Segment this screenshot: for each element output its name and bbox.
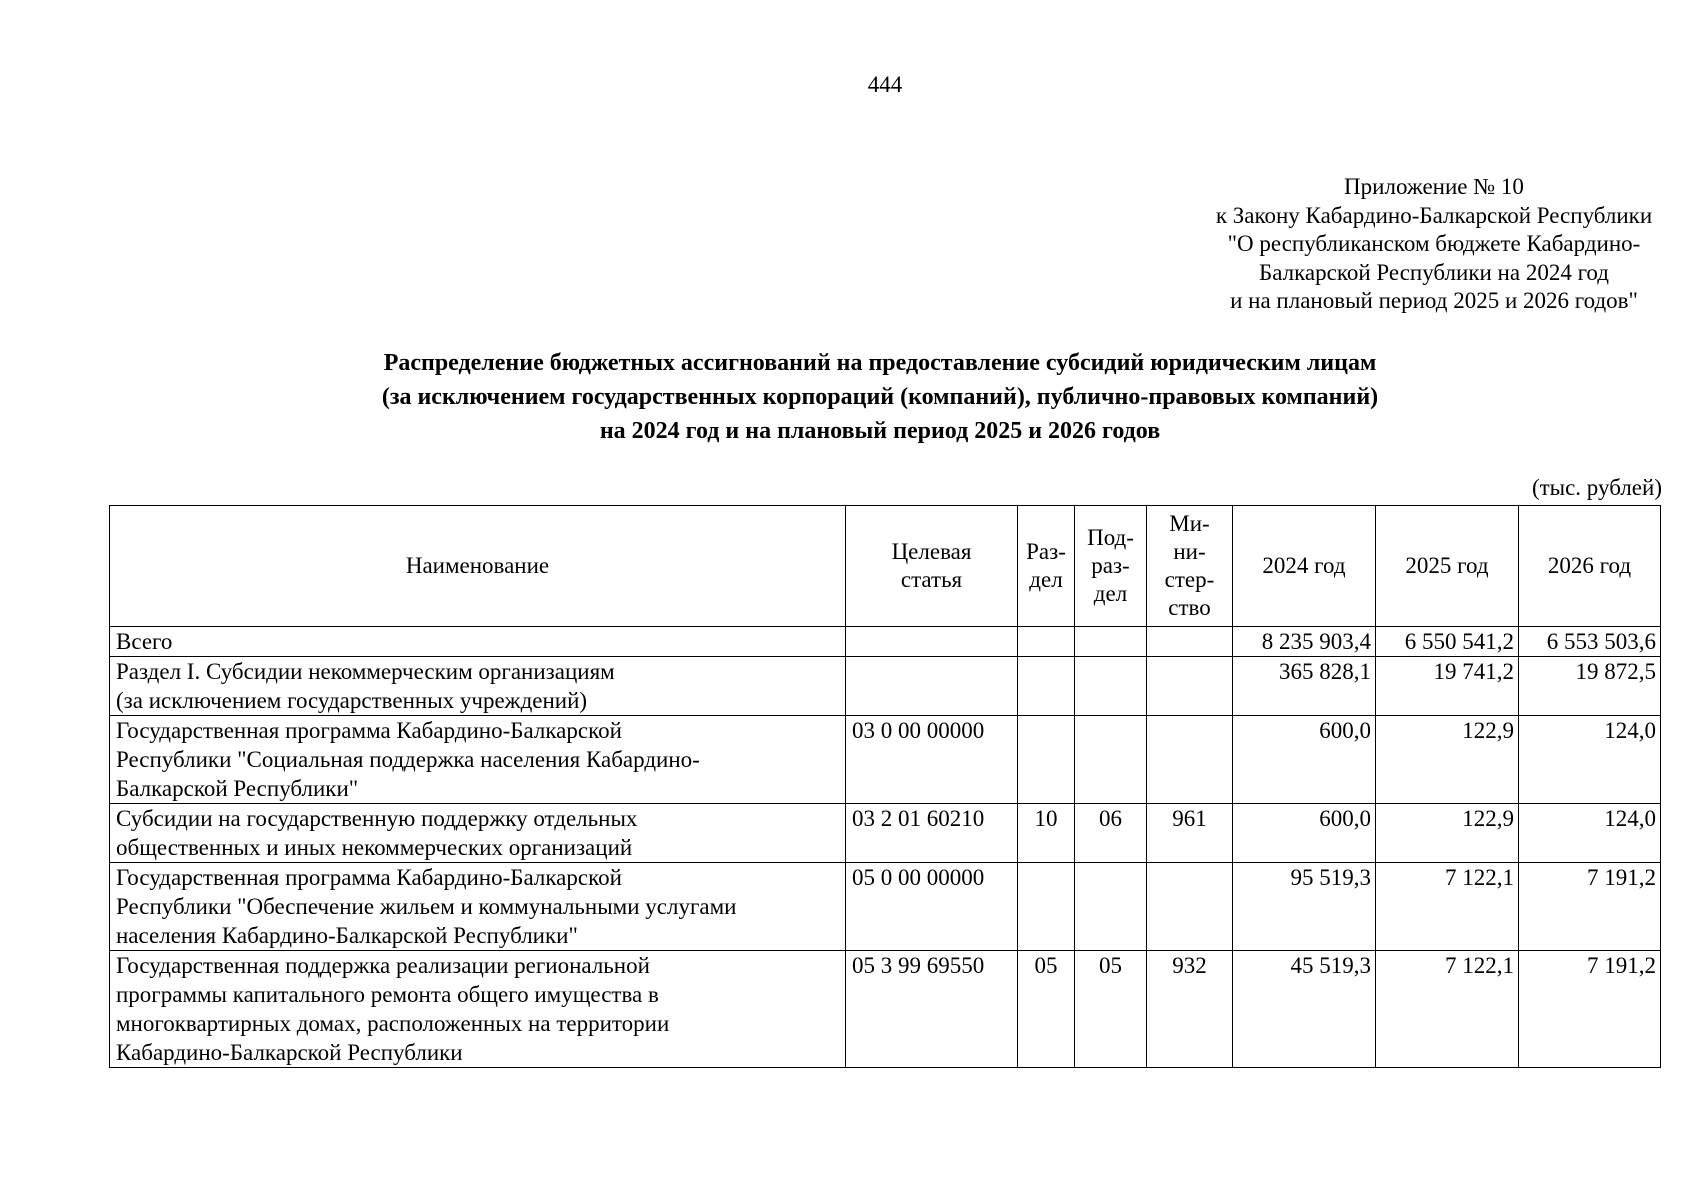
table-row: [110, 951, 1661, 1068]
row-2026-amount: 124,0: [1519, 804, 1661, 863]
row-ministry: 961: [1147, 804, 1233, 863]
budget-table: [109, 505, 1661, 1068]
row-target-article: 05 0 00 00000: [846, 863, 1018, 951]
row-name: Всего: [110, 627, 846, 657]
row-section: [1018, 863, 1075, 951]
row-ministry: [1147, 863, 1233, 951]
appendix-line: Приложение № 10: [1344, 174, 1524, 199]
title-line: (за исключением государственных корпораций (компаний), публично-правовых компаний): [381, 384, 1379, 410]
header-2025: 2025 год: [1376, 506, 1519, 627]
appendix-reference: [1180, 173, 1688, 316]
row-section: [1018, 716, 1075, 804]
header-target-article: Целевая статья: [846, 506, 1018, 627]
table-row: [110, 627, 1661, 657]
header-ministry: Ми- ни- стер- ство: [1147, 506, 1233, 627]
table-row: [110, 716, 1661, 804]
row-section: 05: [1018, 951, 1075, 1068]
row-2026-amount: 19 872,5: [1519, 657, 1661, 716]
row-name: Государственная поддержка реализации региональной программы капитального ремонта общего имущества в многоквартирных домах, расположенных на территории Кабардино-Балкарской Республики: [110, 951, 846, 1068]
row-subsection: [1075, 863, 1147, 951]
header-section: Раз- дел: [1018, 506, 1075, 627]
header-2024: 2024 год: [1233, 506, 1376, 627]
row-section: [1018, 627, 1075, 657]
table-row: [110, 804, 1661, 863]
header-name: Наименование: [110, 506, 846, 627]
row-2025-amount: 7 122,1: [1376, 951, 1519, 1068]
row-2024-amount: 365 828,1: [1233, 657, 1376, 716]
appendix-line: к Закону Кабардино-Балкарской Республики: [1215, 202, 1653, 228]
row-ministry: [1147, 657, 1233, 716]
document-title: [100, 346, 1660, 448]
row-2025-amount: 7 122,1: [1376, 863, 1519, 951]
row-target-article: [846, 657, 1018, 716]
appendix-line: "О республиканском бюджете Кабардино-: [1227, 231, 1641, 256]
row-name: Государственная программа Кабардино-Балкарской Республики "Социальная поддержка населения Кабардино- Балкарской Республики": [110, 716, 846, 804]
row-section: [1018, 657, 1075, 716]
row-2026-amount: 7 191,2: [1519, 863, 1661, 951]
units-note: (тыс. рублей): [1531, 475, 1662, 500]
row-name: Раздел I. Субсидии некоммерческим организациям (за исключением государственных учреждений): [110, 657, 846, 716]
appendix-line: и на плановый период 2025 и 2026 годов": [1230, 288, 1638, 313]
row-target-article: 05 3 99 69550: [846, 951, 1018, 1068]
row-2024-amount: 8 235 903,4: [1233, 627, 1376, 657]
header-2026: 2026 год: [1519, 506, 1661, 627]
row-2024-amount: 95 519,3: [1233, 863, 1376, 951]
title-line: на 2024 год и на плановый период 2025 и 2026 годов: [599, 418, 1161, 444]
table-row: [110, 863, 1661, 951]
row-2026-amount: 7 191,2: [1519, 951, 1661, 1068]
row-ministry: 932: [1147, 951, 1233, 1068]
row-subsection: 06: [1075, 804, 1147, 863]
row-target-article: [846, 627, 1018, 657]
page-number: 444: [867, 72, 903, 97]
row-subsection: [1075, 716, 1147, 804]
row-2026-amount: 124,0: [1519, 716, 1661, 804]
row-target-article: 03 0 00 00000: [846, 716, 1018, 804]
row-subsection: 05: [1075, 951, 1147, 1068]
row-2024-amount: 600,0: [1233, 804, 1376, 863]
title-line: Распределение бюджетных ассигнований на предоставление субсидий юридическим лицам: [383, 350, 1377, 376]
header-subsection: Под- раз- дел: [1075, 506, 1147, 627]
row-name: Субсидии на государственную поддержку отдельных общественных и иных некоммерческих организаций: [110, 804, 846, 863]
table-row: [110, 657, 1661, 716]
row-ministry: [1147, 716, 1233, 804]
row-2024-amount: 600,0: [1233, 716, 1376, 804]
row-section: 10: [1018, 804, 1075, 863]
appendix-line: Балкарской Республики на 2024 год: [1259, 259, 1609, 285]
row-2026-amount: 6 553 503,6: [1519, 627, 1661, 657]
table-header-row: [110, 506, 1661, 627]
row-ministry: [1147, 627, 1233, 657]
row-2025-amount: 6 550 541,2: [1376, 627, 1519, 657]
row-2024-amount: 45 519,3: [1233, 951, 1376, 1068]
row-subsection: [1075, 657, 1147, 716]
row-2025-amount: 19 741,2: [1376, 657, 1519, 716]
row-2025-amount: 122,9: [1376, 716, 1519, 804]
row-name: Государственная программа Кабардино-Балкарской Республики "Обеспечение жильем и коммунальными услугами населения Кабардино-Балкарской Республики": [110, 863, 846, 951]
row-subsection: [1075, 627, 1147, 657]
row-target-article: 03 2 01 60210: [846, 804, 1018, 863]
row-2025-amount: 122,9: [1376, 804, 1519, 863]
